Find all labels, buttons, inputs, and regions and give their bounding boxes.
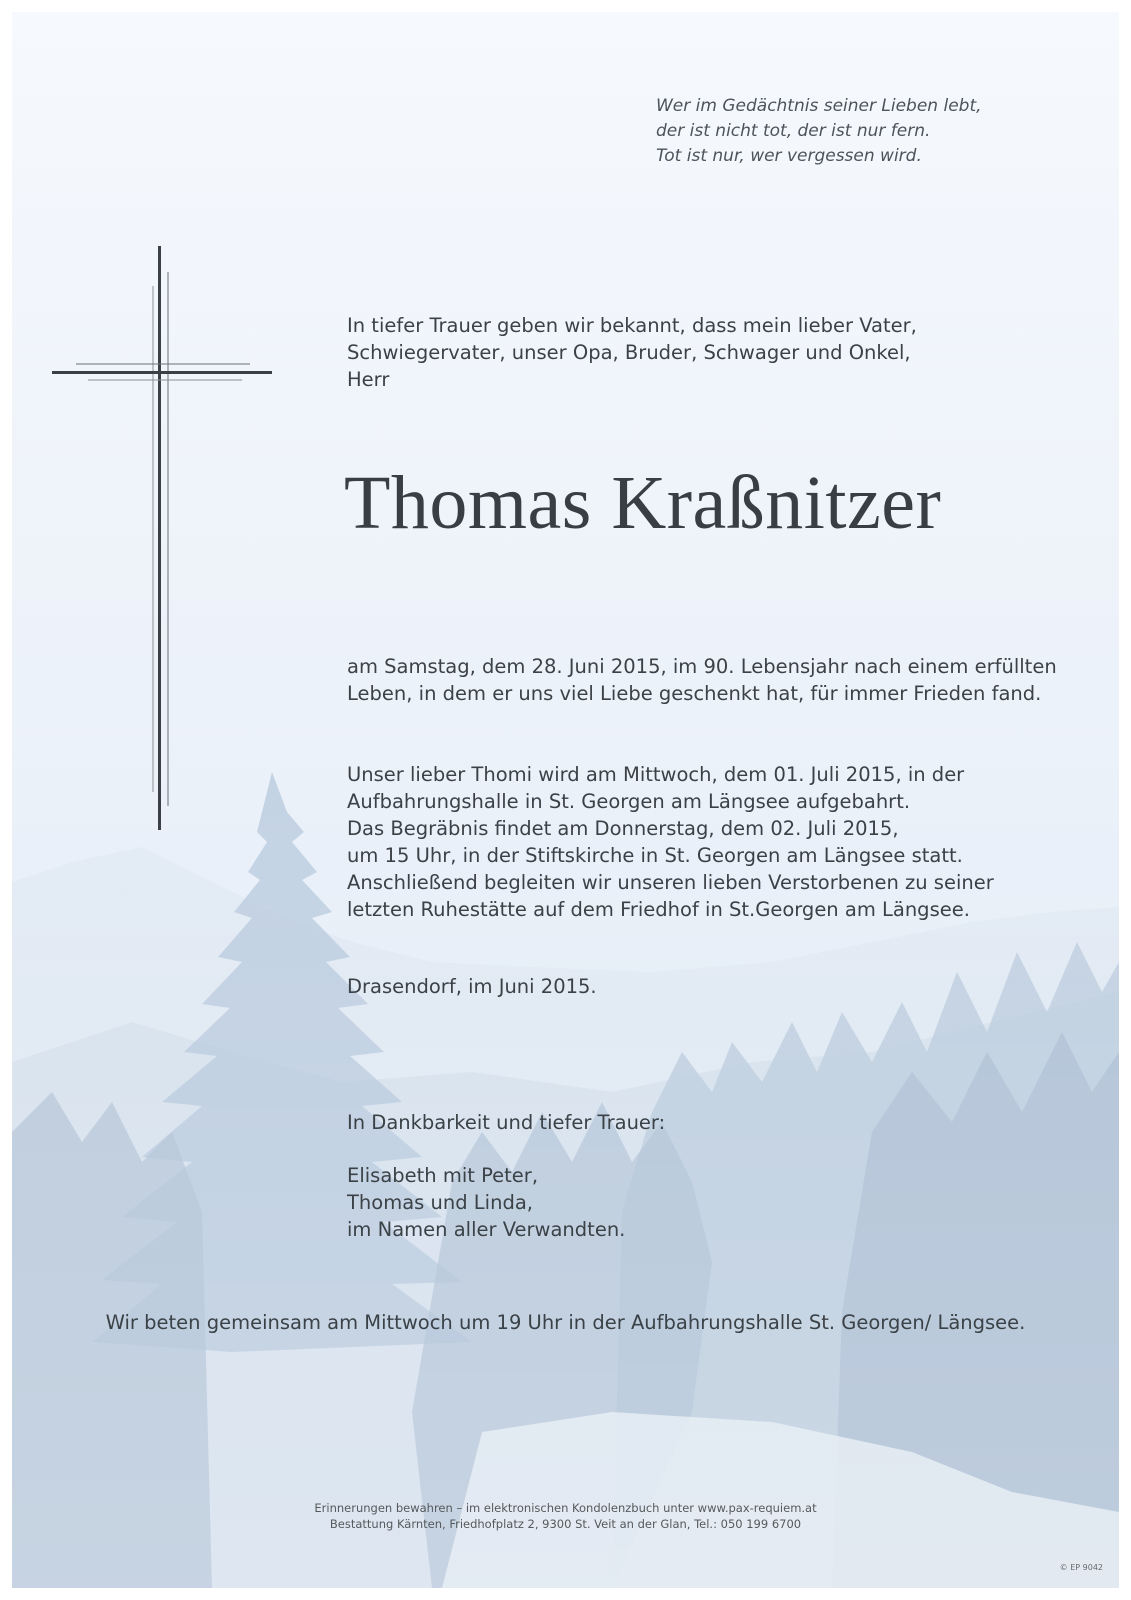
funeral-line: Aufbahrungshalle in St. Georgen am Längsee aufgebahrt. <box>347 790 911 813</box>
death-paragraph <box>347 653 1067 707</box>
footer-condolence-line: Erinnerungen bewahren – im elektronischen Kondolenzbuch unter www.pax-requiem.at <box>314 1501 817 1515</box>
signatory: im Namen aller Verwandten. <box>347 1218 626 1241</box>
prayer-notice: Wir beten gemeinsam am Mittwoch um 19 Uhr in der Aufbahrungshalle St. Georgen/ Längsee. <box>105 1311 1026 1334</box>
signatory: Thomas und Linda, <box>347 1191 533 1214</box>
intro-line: Schwiegervater, unser Opa, Bruder, Schwager und Onkel, <box>347 341 911 364</box>
death-line: am Samstag, dem 28. Juni 2015, im 90. Lebensjahr nach einem erfüllten <box>347 655 1057 678</box>
motto-line: der ist nicht tot, der ist nur fern. <box>656 121 931 141</box>
deceased-name: Thomas Kraßnitzer <box>344 461 942 545</box>
funeral-paragraph <box>347 761 1067 923</box>
closing-line: In Dankbarkeit und tiefer Trauer: <box>347 1111 666 1134</box>
print-code: © EP 9042 <box>1059 1563 1103 1572</box>
funeral-line: Unser lieber Thomi wird am Mittwoch, dem 01. Juli 2015, in der <box>347 763 965 786</box>
intro-line: In tiefer Trauer geben wir bekannt, dass mein lieber Vater, <box>347 314 917 337</box>
motto-quote <box>656 94 1056 169</box>
footer-address-line: Bestattung Kärnten, Friedhofplatz 2, 9300 St. Veit an der Glan, Tel.: 050 199 6700 <box>329 1517 802 1531</box>
footer <box>12 1500 1119 1532</box>
intro-line: Herr <box>347 368 390 391</box>
signatories-list <box>347 1162 1067 1243</box>
signatory: Elisabeth mit Peter, <box>347 1164 539 1187</box>
obituary-card <box>12 12 1119 1588</box>
funeral-line: Das Begräbnis findet am Donnerstag, dem 02. Juli 2015, <box>347 817 899 840</box>
motto-line: Tot ist nur, wer vergessen wird. <box>656 146 922 166</box>
funeral-line: Anschließend begleiten wir unseren lieben Verstorbenen zu seiner <box>347 871 994 894</box>
place-and-date: Drasendorf, im Juni 2015. <box>347 975 597 998</box>
cross-icon <box>52 246 272 830</box>
intro-paragraph <box>347 312 1067 393</box>
death-line: Leben, in dem er uns viel Liebe geschenkt hat, für immer Frieden fand. <box>347 682 1042 705</box>
funeral-line: letzten Ruhestätte auf dem Friedhof in St.Georgen am Längsee. <box>347 898 970 921</box>
motto-line: Wer im Gedächtnis seiner Lieben lebt, <box>656 96 982 116</box>
funeral-line: um 15 Uhr, in der Stiftskirche in St. Georgen am Längsee statt. <box>347 844 963 867</box>
